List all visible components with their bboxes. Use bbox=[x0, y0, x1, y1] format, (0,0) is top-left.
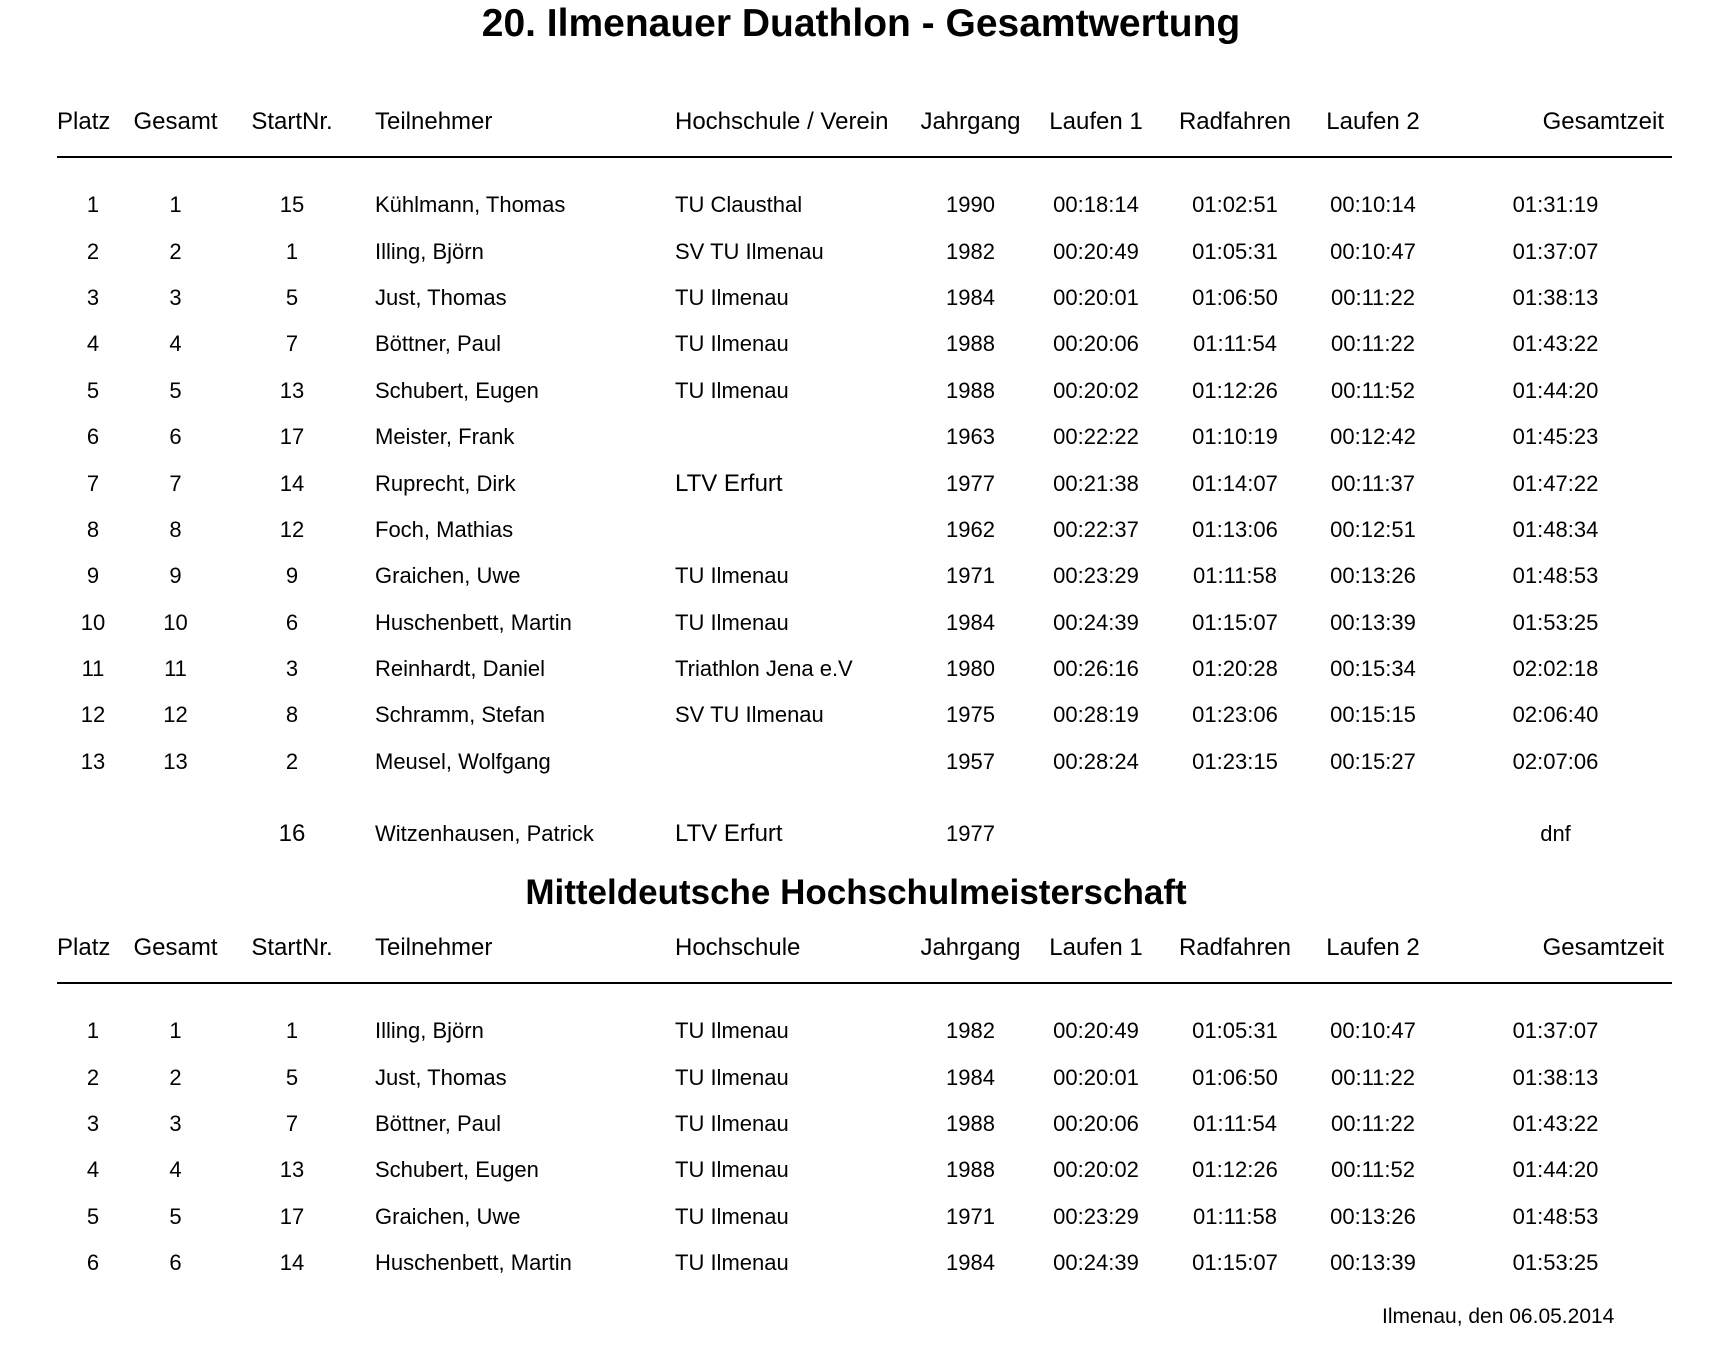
cell-verein: SV TU Ilmenau bbox=[675, 238, 824, 264]
cell-verein: TU Ilmenau bbox=[675, 1110, 789, 1136]
cell-gesamt: 9 bbox=[169, 563, 182, 589]
cell-teilnehmer: Schubert, Eugen bbox=[375, 1157, 539, 1183]
cell-gesamt: 4 bbox=[169, 331, 182, 357]
cell-radfahren: 01:02:51 bbox=[1192, 192, 1278, 218]
cell-gesamtzeit: 01:38:13 bbox=[1512, 284, 1599, 310]
cell-radfahren: 01:20:28 bbox=[1192, 656, 1278, 682]
cell-gesamt bbox=[129, 811, 222, 857]
cell-teilnehmer: Illing, Björn bbox=[375, 1018, 484, 1044]
university-table-body bbox=[57, 1008, 1672, 1286]
cell-teilnehmer: Witzenhausen, Patrick bbox=[375, 821, 594, 847]
cell-laufen1: 00:24:39 bbox=[1053, 609, 1139, 635]
col-header-startnr: StartNr. bbox=[222, 104, 362, 157]
cell-startnr: 1 bbox=[285, 238, 299, 264]
cell-platz: 6 bbox=[86, 1250, 100, 1276]
cell-laufen1: 00:22:37 bbox=[1053, 516, 1139, 542]
cell-platz: 9 bbox=[86, 563, 100, 589]
cell-startnr: 17 bbox=[279, 1203, 305, 1229]
cell-gesamt: 6 bbox=[169, 424, 182, 450]
cell-teilnehmer: Kühlmann, Thomas bbox=[375, 192, 566, 218]
cell-verein bbox=[675, 414, 912, 460]
cell-teilnehmer: Graichen, Uwe bbox=[375, 1203, 521, 1229]
cell-verein: TU Clausthal bbox=[675, 192, 803, 218]
cell-jahrgang: 1988 bbox=[946, 331, 995, 357]
cell-gesamtzeit: 01:43:22 bbox=[1512, 331, 1599, 357]
cell-radfahren: 01:06:50 bbox=[1192, 284, 1278, 310]
cell-startnr: 17 bbox=[279, 424, 305, 450]
table-row bbox=[57, 553, 1672, 599]
cell-gesamt: 6 bbox=[169, 1250, 182, 1276]
cell-platz: 8 bbox=[86, 516, 100, 542]
cell-jahrgang: 1971 bbox=[946, 1203, 995, 1229]
cell-gesamtzeit: 01:53:25 bbox=[1512, 609, 1599, 635]
cell-jahrgang: 1984 bbox=[946, 609, 995, 635]
cell-gesamt: 5 bbox=[169, 1203, 182, 1229]
cell-radfahren: 01:05:31 bbox=[1192, 1018, 1278, 1044]
cell-platz: 13 bbox=[80, 748, 106, 774]
cell-gesamtzeit: 01:31:19 bbox=[1512, 192, 1599, 218]
cell-laufen1: 00:18:14 bbox=[1053, 192, 1139, 218]
cell-laufen1: 00:20:01 bbox=[1053, 284, 1139, 310]
table-row bbox=[57, 460, 1672, 506]
col-header-laufen1: Laufen 1 bbox=[1029, 104, 1163, 157]
cell-laufen1: 00:20:49 bbox=[1053, 238, 1139, 264]
cell-gesamtzeit: 01:48:34 bbox=[1512, 516, 1599, 542]
cell-teilnehmer: Schramm, Stefan bbox=[375, 702, 545, 728]
cell-gesamtzeit: 01:53:25 bbox=[1512, 1250, 1599, 1276]
cell-gesamt: 4 bbox=[169, 1157, 182, 1183]
cell-gesamt: 1 bbox=[169, 1018, 182, 1044]
cell-laufen2 bbox=[1307, 811, 1439, 857]
section-title: Mitteldeutsche Hochschulmeisterschaft bbox=[525, 873, 1187, 912]
cell-jahrgang: 1977 bbox=[946, 470, 995, 496]
cell-jahrgang: 1990 bbox=[946, 192, 995, 218]
cell-teilnehmer: Just, Thomas bbox=[375, 284, 507, 310]
cell-platz bbox=[57, 811, 129, 857]
cell-platz: 4 bbox=[86, 1157, 100, 1183]
table-row-dnf bbox=[57, 811, 1672, 857]
cell-platz: 5 bbox=[86, 1203, 100, 1229]
cell-laufen1: 00:21:38 bbox=[1053, 470, 1139, 496]
cell-startnr: 14 bbox=[279, 1250, 305, 1276]
cell-radfahren: 01:15:07 bbox=[1192, 1250, 1278, 1276]
cell-jahrgang: 1971 bbox=[946, 563, 995, 589]
cell-gesamt: 12 bbox=[163, 702, 188, 728]
cell-startnr: 9 bbox=[285, 563, 299, 589]
table-row bbox=[57, 182, 1672, 228]
page-title: 20. Ilmenauer Duathlon - Gesamtwertung bbox=[481, 2, 1241, 45]
cell-startnr: 16 bbox=[278, 820, 306, 848]
cell-teilnehmer: Meister, Frank bbox=[375, 424, 515, 450]
cell-teilnehmer: Foch, Mathias bbox=[375, 516, 514, 542]
cell-laufen2: 00:13:26 bbox=[1330, 1203, 1416, 1229]
cell-gesamtzeit: 01:38:13 bbox=[1512, 1064, 1599, 1090]
cell-startnr: 12 bbox=[279, 516, 305, 542]
cell-teilnehmer: Ruprecht, Dirk bbox=[375, 470, 516, 496]
cell-radfahren bbox=[1163, 811, 1307, 857]
cell-laufen2: 00:12:42 bbox=[1330, 424, 1416, 450]
cell-verein: TU Ilmenau bbox=[675, 1064, 789, 1090]
cell-jahrgang: 1980 bbox=[946, 656, 995, 682]
cell-laufen2: 00:10:47 bbox=[1330, 1018, 1416, 1044]
cell-teilnehmer: Huschenbett, Martin bbox=[375, 609, 572, 635]
cell-verein: TU Ilmenau bbox=[675, 1157, 789, 1183]
cell-gesamt: 11 bbox=[164, 656, 187, 682]
cell-gesamtzeit: 01:48:53 bbox=[1512, 563, 1599, 589]
col-header-jahrgang: Jahrgang bbox=[912, 104, 1029, 157]
cell-radfahren: 01:06:50 bbox=[1192, 1064, 1278, 1090]
cell-laufen1: 00:20:02 bbox=[1053, 377, 1139, 403]
cell-startnr: 6 bbox=[285, 609, 299, 635]
cell-gesamtzeit: 01:48:53 bbox=[1512, 1203, 1599, 1229]
cell-laufen1 bbox=[1029, 811, 1163, 857]
cell-platz: 1 bbox=[86, 1018, 100, 1044]
col-header-teilnehmer: Teilnehmer bbox=[362, 104, 675, 157]
cell-platz: 2 bbox=[86, 1064, 100, 1090]
cell-verein: TU Ilmenau bbox=[675, 563, 789, 589]
cell-radfahren: 01:12:26 bbox=[1192, 377, 1278, 403]
cell-radfahren: 01:13:06 bbox=[1192, 516, 1278, 542]
cell-gesamt: 5 bbox=[169, 377, 182, 403]
cell-platz: 3 bbox=[86, 284, 100, 310]
cell-laufen2: 00:11:52 bbox=[1330, 1157, 1415, 1183]
cell-jahrgang: 1984 bbox=[946, 1064, 995, 1090]
col-header-jahrgang: Jahrgang bbox=[912, 930, 1029, 983]
table-row bbox=[57, 1240, 1672, 1286]
cell-startnr: 13 bbox=[279, 377, 305, 403]
table-row bbox=[57, 646, 1672, 692]
col-header-startnr: StartNr. bbox=[222, 930, 362, 983]
cell-gesamtzeit: 01:44:20 bbox=[1512, 377, 1599, 403]
col-header-platz: Platz bbox=[57, 104, 129, 157]
cell-platz: 4 bbox=[86, 331, 100, 357]
cell-laufen2: 00:15:15 bbox=[1330, 702, 1416, 728]
cell-startnr: 5 bbox=[285, 1064, 299, 1090]
cell-jahrgang: 1984 bbox=[946, 1250, 995, 1276]
col-header-laufen2: Laufen 2 bbox=[1307, 104, 1439, 157]
cell-gesamt: 10 bbox=[163, 609, 188, 635]
cell-radfahren: 01:11:58 bbox=[1192, 563, 1277, 589]
cell-startnr: 15 bbox=[279, 192, 305, 218]
cell-startnr: 1 bbox=[285, 1018, 299, 1044]
cell-teilnehmer: Graichen, Uwe bbox=[375, 563, 521, 589]
cell-radfahren: 01:05:31 bbox=[1192, 238, 1278, 264]
cell-laufen1: 00:20:01 bbox=[1053, 1064, 1139, 1090]
cell-laufen2: 00:11:22 bbox=[1330, 331, 1415, 357]
cell-teilnehmer: Böttner, Paul bbox=[375, 331, 501, 357]
cell-startnr: 5 bbox=[285, 284, 299, 310]
col-header-gesamtzeit: Gesamtzeit bbox=[1439, 930, 1672, 983]
cell-platz: 6 bbox=[86, 424, 100, 450]
cell-gesamtzeit: 01:37:07 bbox=[1512, 238, 1599, 264]
cell-jahrgang: 1982 bbox=[946, 238, 995, 264]
cell-gesamt: 1 bbox=[169, 192, 182, 218]
table-row bbox=[57, 1194, 1672, 1240]
table-row bbox=[57, 1008, 1672, 1054]
col-header-laufen2: Laufen 2 bbox=[1307, 930, 1439, 983]
table-row bbox=[57, 739, 1672, 785]
cell-gesamt: 13 bbox=[163, 748, 188, 774]
cell-laufen2: 00:13:39 bbox=[1330, 1250, 1416, 1276]
cell-radfahren: 01:15:07 bbox=[1192, 609, 1278, 635]
cell-laufen1: 00:20:06 bbox=[1053, 331, 1139, 357]
cell-laufen1: 00:23:29 bbox=[1053, 1203, 1139, 1229]
col-header-gesamtzeit: Gesamtzeit bbox=[1439, 104, 1672, 157]
cell-radfahren: 01:14:07 bbox=[1192, 470, 1278, 496]
cell-laufen1: 00:20:49 bbox=[1053, 1018, 1139, 1044]
cell-verein: TU Ilmenau bbox=[675, 609, 789, 635]
table-row bbox=[57, 321, 1672, 367]
cell-verein: TU Ilmenau bbox=[675, 331, 789, 357]
cell-jahrgang: 1988 bbox=[946, 377, 995, 403]
cell-laufen1: 00:22:22 bbox=[1053, 424, 1139, 450]
cell-gesamtzeit: 01:37:07 bbox=[1512, 1018, 1599, 1044]
cell-laufen1: 00:23:29 bbox=[1053, 563, 1139, 589]
cell-laufen2: 00:12:51 bbox=[1330, 516, 1416, 542]
table-row bbox=[57, 507, 1672, 553]
overall-table-header bbox=[57, 104, 1672, 182]
cell-verein: TU Ilmenau bbox=[675, 1203, 789, 1229]
cell-gesamtzeit: 02:06:40 bbox=[1512, 702, 1599, 728]
cell-teilnehmer: Reinhardt, Daniel bbox=[375, 656, 545, 682]
col-header-radfahren: Radfahren bbox=[1163, 930, 1307, 983]
cell-laufen2: 00:10:47 bbox=[1330, 238, 1416, 264]
cell-laufen1: 00:20:02 bbox=[1053, 1157, 1139, 1183]
cell-startnr: 13 bbox=[279, 1157, 305, 1183]
cell-platz: 10 bbox=[80, 609, 106, 635]
cell-laufen2: 00:11:37 bbox=[1330, 470, 1415, 496]
cell-jahrgang: 1977 bbox=[946, 821, 995, 847]
cell-laufen1: 00:24:39 bbox=[1053, 1250, 1139, 1276]
cell-gesamtzeit: 01:45:23 bbox=[1512, 424, 1599, 450]
cell-verein: LTV Erfurt bbox=[675, 469, 783, 497]
cell-verein bbox=[675, 739, 912, 785]
cell-gesamt: 7 bbox=[169, 470, 182, 496]
cell-gesamtzeit: 02:07:06 bbox=[1512, 748, 1599, 774]
cell-gesamt: 8 bbox=[169, 516, 182, 542]
cell-verein: LTV Erfurt bbox=[675, 820, 783, 848]
cell-verein: SV TU Ilmenau bbox=[675, 702, 824, 728]
table-row bbox=[57, 368, 1672, 414]
table-row bbox=[57, 1054, 1672, 1100]
overall-results-table bbox=[57, 104, 1672, 857]
cell-gesamtzeit: dnf bbox=[1540, 821, 1571, 847]
cell-platz: 1 bbox=[86, 192, 100, 218]
cell-gesamt: 3 bbox=[169, 284, 182, 310]
cell-gesamtzeit: 02:02:18 bbox=[1512, 656, 1599, 682]
col-header-platz: Platz bbox=[57, 930, 129, 983]
col-header-gesamt: Gesamt bbox=[129, 930, 222, 983]
table-row bbox=[57, 1147, 1672, 1193]
col-header-radfahren: Radfahren bbox=[1163, 104, 1307, 157]
col-header-laufen1: Laufen 1 bbox=[1029, 930, 1163, 983]
cell-laufen2: 00:11:22 bbox=[1330, 1064, 1415, 1090]
cell-gesamt: 3 bbox=[169, 1110, 182, 1136]
cell-jahrgang: 1982 bbox=[946, 1018, 995, 1044]
cell-verein: TU Ilmenau bbox=[675, 284, 789, 310]
cell-gesamtzeit: 01:44:20 bbox=[1512, 1157, 1599, 1183]
cell-radfahren: 01:11:54 bbox=[1192, 1110, 1277, 1136]
cell-radfahren: 01:23:15 bbox=[1192, 748, 1278, 774]
col-header-hochschule: Hochschule bbox=[675, 930, 912, 983]
cell-laufen2: 00:15:34 bbox=[1330, 656, 1416, 682]
cell-laufen2: 00:13:39 bbox=[1330, 609, 1416, 635]
cell-teilnehmer: Schubert, Eugen bbox=[375, 377, 539, 403]
cell-jahrgang: 1957 bbox=[946, 748, 995, 774]
cell-teilnehmer: Illing, Björn bbox=[375, 238, 484, 264]
cell-laufen2: 00:10:14 bbox=[1330, 192, 1416, 218]
table-row bbox=[57, 692, 1672, 738]
footer-date: Ilmenau, den 06.05.2014 bbox=[1382, 1305, 1615, 1328]
table-row bbox=[57, 600, 1672, 646]
cell-gesamtzeit: 01:43:22 bbox=[1512, 1110, 1599, 1136]
cell-laufen2: 00:11:22 bbox=[1330, 284, 1415, 310]
col-header-teilnehmer: Teilnehmer bbox=[362, 930, 675, 983]
cell-startnr: 7 bbox=[285, 1110, 299, 1136]
cell-laufen2: 00:11:52 bbox=[1330, 377, 1415, 403]
cell-jahrgang: 1963 bbox=[946, 424, 995, 450]
cell-jahrgang: 1984 bbox=[946, 284, 995, 310]
cell-laufen1: 00:28:19 bbox=[1053, 702, 1139, 728]
cell-verein: TU Ilmenau bbox=[675, 377, 789, 403]
cell-radfahren: 01:11:54 bbox=[1192, 331, 1277, 357]
cell-laufen1: 00:28:24 bbox=[1053, 748, 1139, 774]
cell-radfahren: 01:23:06 bbox=[1192, 702, 1278, 728]
cell-verein: TU Ilmenau bbox=[675, 1250, 789, 1276]
cell-laufen2: 00:15:27 bbox=[1330, 748, 1416, 774]
cell-platz: 2 bbox=[86, 238, 100, 264]
cell-radfahren: 01:10:19 bbox=[1192, 424, 1278, 450]
university-table-header bbox=[57, 930, 1672, 1008]
cell-radfahren: 01:11:58 bbox=[1192, 1203, 1277, 1229]
cell-laufen1: 00:20:06 bbox=[1053, 1110, 1139, 1136]
cell-jahrgang: 1962 bbox=[946, 516, 995, 542]
cell-gesamtzeit: 01:47:22 bbox=[1512, 470, 1599, 496]
cell-platz: 7 bbox=[86, 470, 100, 496]
table-row bbox=[57, 275, 1672, 321]
cell-platz: 11 bbox=[81, 656, 105, 682]
cell-startnr: 2 bbox=[285, 748, 299, 774]
cell-laufen2: 00:11:22 bbox=[1330, 1110, 1415, 1136]
cell-teilnehmer: Huschenbett, Martin bbox=[375, 1250, 572, 1276]
cell-verein bbox=[675, 507, 912, 553]
table-row bbox=[57, 1101, 1672, 1147]
cell-teilnehmer: Meusel, Wolfgang bbox=[375, 748, 551, 774]
cell-platz: 3 bbox=[86, 1110, 100, 1136]
cell-jahrgang: 1988 bbox=[946, 1157, 995, 1183]
cell-startnr: 8 bbox=[285, 702, 299, 728]
cell-platz: 12 bbox=[80, 702, 106, 728]
cell-laufen2: 00:13:26 bbox=[1330, 563, 1416, 589]
cell-startnr: 14 bbox=[279, 470, 305, 496]
cell-radfahren: 01:12:26 bbox=[1192, 1157, 1278, 1183]
overall-table-body bbox=[57, 182, 1672, 857]
col-header-verein: Hochschule / Verein bbox=[675, 104, 912, 157]
col-header-gesamt: Gesamt bbox=[129, 104, 222, 157]
cell-laufen1: 00:26:16 bbox=[1053, 656, 1139, 682]
cell-gesamt: 2 bbox=[169, 238, 182, 264]
cell-gesamt: 2 bbox=[169, 1064, 182, 1090]
cell-teilnehmer: Böttner, Paul bbox=[375, 1110, 501, 1136]
table-row bbox=[57, 414, 1672, 460]
cell-verein: TU Ilmenau bbox=[675, 1018, 789, 1044]
cell-startnr: 3 bbox=[285, 656, 299, 682]
cell-verein: Triathlon Jena e.V bbox=[675, 656, 853, 682]
cell-jahrgang: 1975 bbox=[946, 702, 995, 728]
cell-teilnehmer: Just, Thomas bbox=[375, 1064, 507, 1090]
table-row bbox=[57, 228, 1672, 274]
cell-platz: 5 bbox=[86, 377, 100, 403]
cell-startnr: 7 bbox=[285, 331, 299, 357]
cell-jahrgang: 1988 bbox=[946, 1110, 995, 1136]
university-results-table bbox=[57, 930, 1672, 1286]
